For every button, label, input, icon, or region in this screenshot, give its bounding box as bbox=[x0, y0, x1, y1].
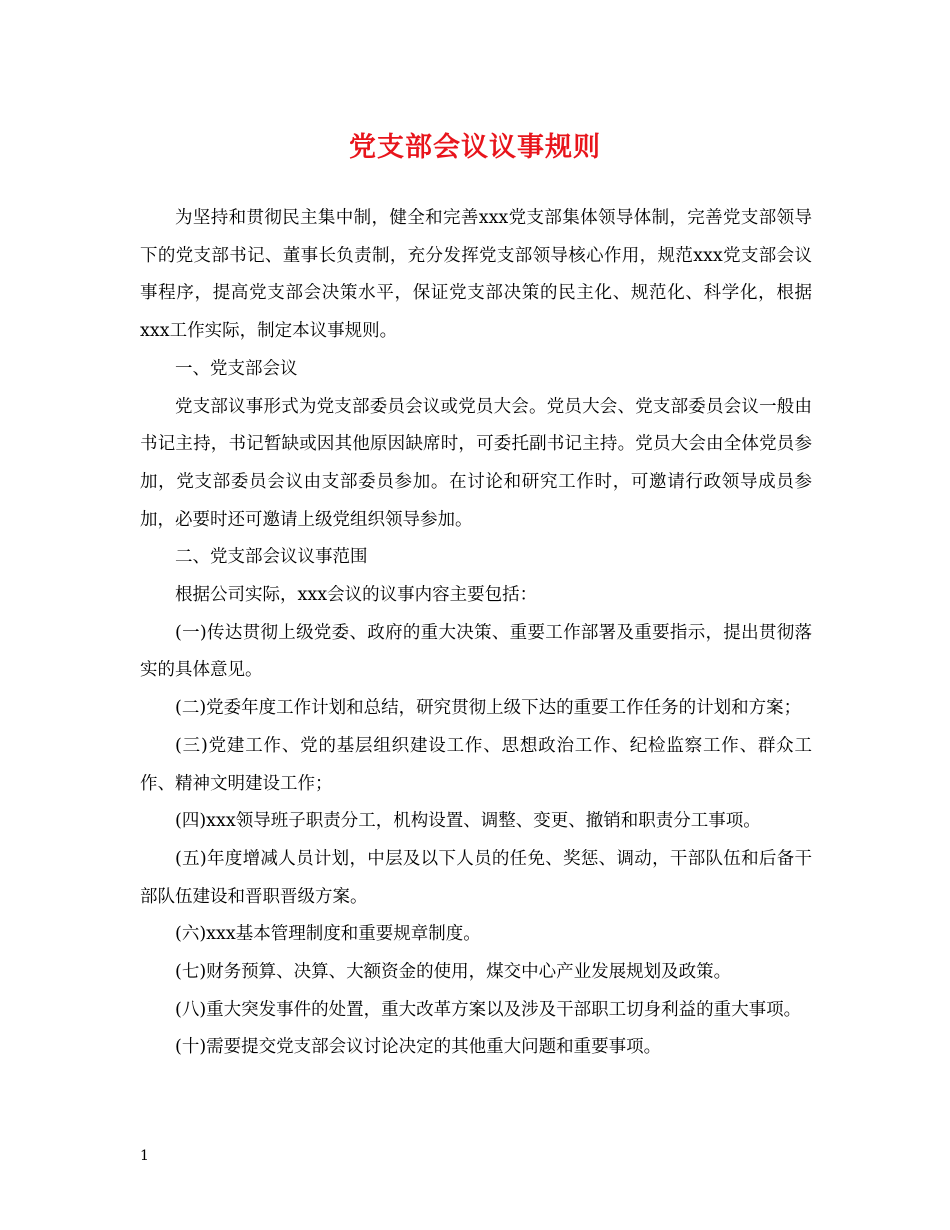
list-item: (四)xxx领导班子职责分工，机构设置、调整、变更、撤销和职责分工事项。 bbox=[175, 811, 761, 832]
list-item: (十)需要提交党支部会议讨论决定的其他重大问题和重要事项。 bbox=[175, 1037, 662, 1058]
list-item: (一)传达贯彻上级党委、政府的重大决策、重要工作部署及重要指示，提出贯彻落实的具体意见。 bbox=[140, 622, 812, 681]
list-item: (二)党委年度工作计划和总结，研究贯彻上级下达的重要工作任务的计划和方案； bbox=[175, 698, 802, 719]
paragraph-meeting-form: 党支部议事形式为党支部委员会议或党员大会。党员大会、党支部委员会议一般由书记主持，书记暂缺或因其他原因缺席时，可委托副书记主持。党员大会由全体党员参加，党支部委员会议由支部委员参加。在讨论和研究工作时，可邀请行政领导成员参加，必要时还可邀请上级党组织领导参加。 bbox=[140, 396, 812, 530]
paragraph-intro: 为坚持和贯彻民主集中制，健全和完善xxx党支部集体领导体制，完善党支部领导下的党支部书记、董事长负责制，充分发挥党支部领导核心作用，规范xxx党支部会议事程序，提高党支部会决策水平，保证党支部决策的民主化、规范化、科学化，根据xxx工作实际，制定本议事规则。 bbox=[140, 208, 812, 342]
page-number: 1 bbox=[140, 1148, 149, 1164]
list-item: (三)党建工作、党的基层组织建设工作、思想政治工作、纪检监察工作、群众工作、精神文明建设工作； bbox=[140, 735, 812, 794]
paragraph-scope-intro: 根据公司实际，xxx会议的议事内容主要包括： bbox=[175, 585, 538, 606]
document-body bbox=[140, 200, 812, 1067]
list-item: (六)xxx基本管理制度和重要规章制度。 bbox=[175, 924, 481, 945]
section-heading-2: 二、党支部会议议事范围 bbox=[175, 547, 368, 568]
list-item: (七)财务预算、决算、大额资金的使用，煤交中心产业发展规划及政策。 bbox=[175, 962, 732, 983]
list-item: (八)重大突发事件的处置，重大改革方案以及涉及干部职工切身利益的重大事项。 bbox=[175, 999, 802, 1020]
section-heading-1: 一、党支部会议 bbox=[175, 358, 298, 379]
document-title: 党支部会议议事规则 bbox=[349, 132, 601, 163]
list-item: (五)年度增减人员计划，中层及以下人员的任免、奖惩、调动，干部队伍和后备干部队伍建设和晋职晋级方案。 bbox=[140, 848, 812, 907]
